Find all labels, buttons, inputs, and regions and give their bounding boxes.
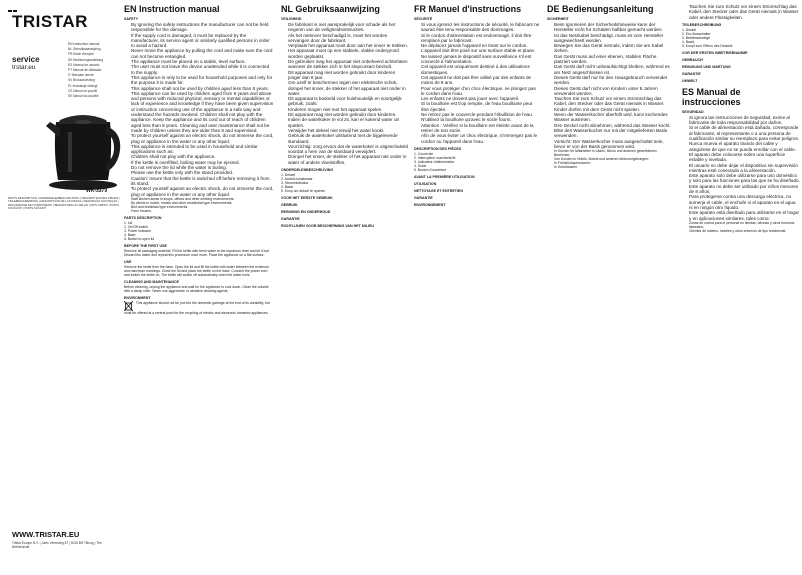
safety-item: • Cet appareil est uniquement destiné à des utilisations domestiques. xyxy=(421,64,540,75)
language-item: FR Mode d'emploi xyxy=(68,52,94,57)
safety-item: • Children shall not play with the appliance. xyxy=(131,154,274,159)
heading-safety-nl: VEILIGHEID xyxy=(281,17,302,21)
section-title-fr: FR Manuel d'instructions xyxy=(414,4,522,14)
safety-list-en xyxy=(124,22,274,197)
safety-item: • Para protegerse contra una descarga eléctrica, no sumerja el cable, el enchufe ni el aparato en el agua ni en ningún otro líquido. xyxy=(689,194,800,210)
safety-item: • Das Gerät darf nicht unbeaufsichtigt bleiben, während es am Netz angeschlossen ist. xyxy=(554,64,673,75)
heading-use-nl: GEBRUIK xyxy=(281,203,298,208)
part-item: 4. Basis xyxy=(682,39,695,44)
parts-list-de xyxy=(682,28,800,48)
safety-item: • Kinderen mogen niet met het apparaat spelen. xyxy=(288,107,409,112)
brand-logo: TRISTAR xyxy=(12,12,88,31)
safety-item: • Si ignora las instrucciones de seguridad, exime al fabricante de toda responsabilidad por daños. xyxy=(689,115,800,126)
safety-item: • Dompel het snoer, de stekker of het apparaat niet onder in water of andere vloeistoffen. xyxy=(288,154,409,165)
safety-item: • Beim Ignorieren der Sicherheitshinweise kann der Hersteller nicht für Schäden haftbar gemacht werden. xyxy=(554,22,673,33)
wheelie-bin-icon xyxy=(124,301,133,311)
part-item: 3. Betriebsanzeige xyxy=(682,35,711,40)
language-item: NL Gebruiksaanwijzing xyxy=(68,47,101,52)
safety-item: • If the supply cord is damaged, it must be replaced by the manufacturer, its service agent or similarly qualified persons in order to avoid a hazard. xyxy=(131,33,274,49)
cover-panel xyxy=(8,8,118,563)
heading-before-fr: AVANT LA PREMIÈRE UTILISATION xyxy=(414,174,475,179)
parts-caption: PARTS DESCRIPTION | ONDERDELENBESCHRIJVING | DESCRIPTION DES PIÈCES | TEILEBESCHREIBUNG | DESCRIPCIÓN DE LAS PIEZAS | DESCRIÇÃO DAS PEÇAS | DESCRIZIONE DEI COMPONENTI | BESKRIVNING AV DELAR | OPIS CZĘŚCI | POPIS SOUČÁSTÍ | POPIS SÚČASTÍ xyxy=(8,196,120,211)
column-en xyxy=(124,4,274,570)
website-link[interactable]: WWW.TRISTAR.EU xyxy=(12,530,80,539)
heading-env-nl: RICHTLIJNEN VOOR BESCHERMING VAN HET MILIEU xyxy=(281,224,374,229)
clean-text-en: Before cleaning, unplug the appliance and wait for the appliance to cool down. Clean the outside with a damp cloth. Never use aggressive or abrasive cleaning agents. xyxy=(124,284,269,293)
safety-item: • Dit apparaat mag niet worden gebruikt door kinderen jonger dan 8 jaar. xyxy=(288,70,409,81)
language-item: PL Instrukcja obsługi xyxy=(68,83,98,88)
usage-item: • Bed and breakfast type environments; xyxy=(131,205,274,209)
usage-list-en xyxy=(124,197,274,213)
heading-clean-fr: NETTOYAGE ET ENTRETIEN xyxy=(414,188,463,193)
language-item: DE Bedienungsanleitung xyxy=(68,57,104,62)
kettle-illustration xyxy=(38,92,128,192)
part-item: 5. Bouton d'ouverture xyxy=(414,167,447,172)
part-item: 3. Power indicator xyxy=(124,228,152,233)
safety-item: • Het apparaat moet op een stabiele, vlakke ondergrond worden geplaatst. xyxy=(288,48,409,59)
part-item: 2. Interrupteur marche/arrêt xyxy=(414,155,456,160)
env-text-en xyxy=(124,301,274,315)
usage-item: • In Frühstückspensionen; xyxy=(554,161,673,165)
safety-item: • De fabrikant is niet aansprakelijk voor schade als het negeren van de veiligheidsinstructies. xyxy=(288,22,409,33)
safety-item: • Este aparato está diseñado para utilizarse en el hogar y en aplicaciones similares, tales como: xyxy=(689,210,800,221)
parts-list-fr xyxy=(414,152,540,172)
safety-item: • Voorzichtig: zorg ervoor dat de waterkoker is uitgeschakeld voordat u hem van de standaard verwijdert. xyxy=(288,144,409,155)
part-item: 5. Button to open lid xyxy=(124,236,155,241)
safety-item: • Kinder dürfen mit dem Gerät nicht spielen. xyxy=(554,107,673,112)
part-item: 2. On/Off switch xyxy=(124,224,149,229)
part-item: 2. Aan/uit-schakelaar xyxy=(281,177,313,182)
env-body-en: This appliance should not be put into the domestic garbage at the end of its durability, but must be offered at a central point for the recycling of electric and electronic domestic appliances. xyxy=(124,300,270,315)
heading-garantie-nl: GARANTIE xyxy=(281,217,300,222)
safety-item: • The user must not leave the device unattended while it is connected to the supply. xyxy=(131,64,274,75)
safety-item: • L'appareil doit être posé sur une surface stable et plane. xyxy=(421,48,540,53)
language-item: IT Manuale utente xyxy=(68,73,94,78)
heading-env-en: ENVIRONMENT xyxy=(124,295,151,300)
part-item: 1. Deckel xyxy=(682,27,697,32)
column-nl xyxy=(281,4,409,570)
safety-item: • El usuario no debe dejar el dispositivo sin supervisión mientras esté conectado a la alimentación. xyxy=(689,163,800,174)
column-fr xyxy=(414,4,540,570)
part-item: 1. Couvercle xyxy=(414,151,434,156)
usage-item: • Clientes de hoteles, moteles y otros entornos de tipo residencial; xyxy=(689,229,800,233)
heading-clean-nl: REINIGING EN ONDERHOUD xyxy=(281,210,331,215)
safety-item: • Caution: Insure that the kettle is switched off before removing it from its stand. xyxy=(131,176,274,187)
safety-item: • Ist das Netzkabel beschädigt, muss es vom Hersteller ausgewechselt werden. xyxy=(554,33,673,44)
language-list xyxy=(68,42,103,99)
usage-item: • Von Kunden in Hotels, Motels und anderen Wohnumgebungen; xyxy=(554,157,673,161)
heading-parts-en: PARTS DESCRIPTION xyxy=(124,215,162,220)
safety-item: • Dieses Gerät darf nur für den Hausgebrauch verwendet werden. xyxy=(554,75,673,86)
safety-list-de xyxy=(547,22,673,149)
heading-use-de: GEBRAUCH xyxy=(682,57,703,62)
safety-item: • Este aparato solo debe utilizarse para uso doméstico y solo para las funciones para las que se ha diseñado. xyxy=(689,173,800,184)
heading-use-fr: UTILISATION xyxy=(414,181,437,186)
language-item: PT Manual de utilizador xyxy=(68,68,102,73)
usage-item: • Zonas de cocina para el personal en tiendas, oficinas y otros entornos laborales; xyxy=(689,221,800,229)
usage-item: • Farm houses. xyxy=(131,209,274,213)
language-item: ES Manual de usuario xyxy=(68,62,100,67)
safety-item: • Ne retirez pas le couvercle pendant l'ébullition de l'eau. xyxy=(421,112,540,117)
safety-item: • Das Gerät muss auf einer ebenen, stabilen Fläche platziert werden. xyxy=(554,54,673,65)
heading-env-de: UMWELT xyxy=(682,78,698,83)
heading-safety-es: SEGURIDAD xyxy=(682,109,704,114)
heading-before-de: VOR DER ERSTEN INBETRIEBNAHME xyxy=(682,50,748,55)
safety-item: • Este aparato no debe ser utilizado por niños menores de 8 años. xyxy=(689,184,800,195)
safety-item: • Indien de waterkoker te vol zit, kan er kokend water uit spatten. xyxy=(288,117,409,128)
heading-parts-fr: DESCRIPTION DES PIÈCES xyxy=(414,146,462,151)
part-item: 4. Basis xyxy=(281,185,294,190)
service-line1: service xyxy=(12,55,40,64)
usage-list-de xyxy=(547,149,673,169)
heading-safety-en: SAFETY xyxy=(124,17,139,21)
safety-item: • Bewegen Sie das Gerät niemals, indem Sie am Kabel ziehen. xyxy=(554,43,673,54)
column-de xyxy=(547,4,673,570)
safety-list-nl xyxy=(281,22,409,165)
safety-item: • If the kettle is overfilled, boiling water may be ejected. xyxy=(131,160,274,165)
part-item: 5. Knop om deksel te openen xyxy=(281,189,326,194)
usage-item: • In Küchen für Mitarbeiter in Läden, Büros und anderen gewerblichen Bereichen; xyxy=(554,149,673,157)
safety-list-fr xyxy=(414,22,540,144)
safety-item: • Never move the appliance by pulling the cord and make sure the cord can not become entangled. xyxy=(131,48,274,59)
usage-item: • In Gutshäusern. xyxy=(554,165,673,169)
section-title-nl: NL Gebruiksaanwijzing xyxy=(281,4,380,14)
part-item: 5. Knopf zum Öffnen des Deckels xyxy=(682,43,733,48)
safety-item: • Verplaats het apparaat nooit door aan het snoer te trekken. xyxy=(288,43,409,48)
heading-garantie-de: GARANTIE xyxy=(682,71,701,76)
usage-list-es xyxy=(682,221,800,233)
safety-list-de-cont xyxy=(682,4,800,20)
heading-safety-de: SICHERHEIT xyxy=(547,17,569,21)
heading-env-fr: ENVIRONNEMENT xyxy=(414,202,446,207)
heading-clean-de: REINIGUNG UND WARTUNG xyxy=(682,64,731,69)
heading-use-en: USE xyxy=(124,259,132,264)
service-line2: trstar.eu xyxy=(12,64,36,71)
model-number: WK-3379 xyxy=(86,188,108,194)
safety-item: • Si le cordon d'alimentation est endommagé, il doit être remplacé par le fabricant. xyxy=(421,33,540,44)
language-item: EN Instruction manual xyxy=(68,42,100,46)
safety-item: • Tauchen Sie zum Schutz vor einem Stromschlag das Kabel, den Stecker oder das Gerät niemals in Wasser. xyxy=(554,96,673,107)
safety-item: • De gebruiker mag het apparaat niet onbeheerd achterlaten wanneer de stekker zich in het stopcontact bevindt. xyxy=(288,59,409,70)
heading-safety-fr: SÉCURITÉ xyxy=(414,17,433,21)
safety-item: • Pour vous protéger d'un choc électrique, ne plongez pas le cordon dans l'eau. xyxy=(421,86,540,97)
safety-item: • Dieses Gerät darf nicht von Kindern unter 8 Jahren verwendet werden. xyxy=(554,86,673,97)
language-item: SK Návod na použitie xyxy=(68,94,99,99)
safety-item: • The appliance must be placed on a stable, level surface. xyxy=(131,59,274,64)
heading-parts-de: TEILEBESCHREIBUNG xyxy=(682,22,722,27)
safety-item: • Nunca mueva el aparato tirando del cable y asegúrese de que no se pueda enrollar con el cable. xyxy=(689,141,800,152)
safety-item: • Afin de vous éviter un choc électrique, n'immergez pas le cordon ou l'appareil dans l'eau. xyxy=(421,133,540,144)
safety-item: • Please use the kettle only with the stand provided. xyxy=(131,170,274,175)
safety-item: • Dit apparaat mag niet worden gebruikt door kinderen. xyxy=(288,112,409,117)
safety-item: • Tauchen Sie zum Schutz vor einem Stromschlag das Kabel, den Stecker oder das Gerät niemals in Wasser oder andere Flüssigkeiten. xyxy=(689,4,800,20)
usage-item: • Staff kitchen areas in shops, offices and other working environments; xyxy=(131,197,274,201)
use-text-en: Remove the kettle from the base. Open the lid and fill the kettle with water between the minimum and maximum markings. Close the lid and place the kettle on the base. Connect the power cord and switch the kettle on. The kettle will switch off automatically when the water boils. xyxy=(124,264,269,277)
heading-clean-en: CLEANING AND MAINTENANCE xyxy=(124,279,179,284)
safety-item: • Als het netsnoer beschadigd is, moet het worden vervangen door de fabrikant. xyxy=(288,33,409,44)
part-item: 1. Deksel xyxy=(281,173,296,178)
part-item: 3. Stroomindicator xyxy=(281,181,309,186)
safety-item: • Den Deckel nicht abnehmen, während das Wasser kocht. xyxy=(554,123,673,128)
safety-item: • This appliance shall not be used by children aged less than 8 years. This appliance can be used by children aged from 8 years and above and persons with reduced physical, sensory or mental capabilities or lack of experience and knowledge if they have been given supervision or instruction concerning use of the appliance in a safe way and understand the hazards involved. Children shall not play with the appliance. Keep the appliance and its cord out of reach of children aged less than 8 years. Cleaning and user maintenance shall not be made by children unless they are older than 8 and supervised. xyxy=(131,86,274,134)
safety-item: • Wenn der Wasserkocher überfüllt wird, kann kochendes Wasser austreten. xyxy=(554,112,673,123)
safety-item: • Cet appareil ne doit pas être utilisé par des enfants de moins de 8 ans. xyxy=(421,75,540,86)
part-item: 3. Indicateur d'alimentation xyxy=(414,159,455,164)
safety-item: • Om uzelf te beschermen tegen een elektrische schok, dompel het snoer, de stekker of het apparaat niet onder in water. xyxy=(288,80,409,96)
safety-item: • Les enfants ne doivent pas jouer avec l'appareil. xyxy=(421,96,540,101)
heading-parts-nl: ONDERDELENBESCHRIJVING xyxy=(281,168,334,173)
parts-list-en xyxy=(124,221,274,241)
part-item: 1. Lid xyxy=(124,220,133,225)
safety-item: • Gebruik de waterkoker uitsluitend met de bijgeleverde standaard. xyxy=(288,133,409,144)
section-title-en: EN Instruction manual xyxy=(124,4,220,14)
safety-item: • This appliance is only to be used for household purposes and only for the purpose it is made for. xyxy=(131,75,274,86)
safety-item: • Dit apparaat is bedoeld voor huishoudelijk en soortgelijk gebruik, zoals: xyxy=(288,96,409,107)
heading-before-en: BEFORE THE FIRST USE xyxy=(124,243,167,248)
part-item: 4. Base xyxy=(124,232,136,237)
safety-item: • To protect yourself against an electric shock, do not immerse the cord, plug or appliance in the water or any other liquid. xyxy=(131,186,274,197)
language-item: CS Návod na použití xyxy=(68,88,98,93)
safety-item: • N'utilisez la bouilloire qu'avec le socle fourni. xyxy=(421,117,540,122)
safety-item: • This appliance is intended to be used in household and similar applications such as: xyxy=(131,144,274,155)
part-item: 2. Ein-/Ausschalter xyxy=(682,31,711,36)
safety-item: • Do not remove the lid while the water is boiling. xyxy=(131,165,274,170)
safety-item: • To protect yourself against an electric shock, do not immerse the cord, plug or appliance in the water or any other liquid. xyxy=(131,133,274,144)
safety-item: • Ne laissez jamais le dispositif sans surveillance s'il est connecté à l'alimentation. xyxy=(421,54,540,65)
safety-item: • Si la bouilloire est trop remplie, de l'eau bouillante peut être éjectée. xyxy=(421,101,540,112)
safety-item: • Verwijder het deksel niet terwijl het water kookt. xyxy=(288,128,409,133)
section-title-de: DE Bedienungsanleitung xyxy=(547,4,654,14)
column-de-es xyxy=(682,4,800,570)
safety-item: • Attention : Vérifiez si la bouilloire est éteinte avant de la retirer de son socle. xyxy=(421,123,540,134)
usage-item: • By clients in hotels, motels and other residential type environments; xyxy=(131,201,274,205)
safety-item: • El aparato debe colocarse sobre una superficie estable y nivelada. xyxy=(689,152,800,163)
safety-item: • Si vous ignorez les instructions de sécurité, le fabricant ne saurait être tenu responsable des dommages. xyxy=(421,22,540,33)
safety-item: • Vorsicht: Der Wasserkocher muss ausgeschaltet sein, bevor er von der Basis genommen wird. xyxy=(554,139,673,150)
heading-garantie-fr: GARANTIE xyxy=(414,195,433,200)
safety-item: • Bitte den Wasserkocher nur mit der mitgelieferten Basis verwenden. xyxy=(554,128,673,139)
safety-list-es xyxy=(682,115,800,221)
part-item: 4. Socle xyxy=(414,163,427,168)
company-address: Tristar Europe B.V. | Jules Verneweg 87 | 5015 BH Tilburg | The Netherlands xyxy=(12,541,102,549)
safety-item: • Si el cable de alimentación está dañado, corresponde al fabricante, al representante o a una persona de cualificación similar su reemplazo para evitar peligros. xyxy=(689,125,800,141)
safety-item: • By ignoring the safety instructions the manufacturer can not be held responsible for the damage. xyxy=(131,22,274,33)
section-title-es: ES Manual de instrucciones xyxy=(682,86,741,107)
heading-before-nl: VOOR HET EERSTE GEBRUIK xyxy=(281,196,333,201)
before-text-en: Remove all packaging material. Fill the kettle with fresh water to the maximum level and let it boil. Discard the water and repeat this procedure once more. Place the appliance on a flat surface. xyxy=(124,248,270,257)
parts-list-nl xyxy=(281,173,409,193)
service-tag xyxy=(12,56,40,71)
language-item: SV Bruksanvisning xyxy=(68,78,95,83)
safety-item: • Ne déplacez jamais l'appareil en tirant sur le cordon. xyxy=(421,43,540,48)
